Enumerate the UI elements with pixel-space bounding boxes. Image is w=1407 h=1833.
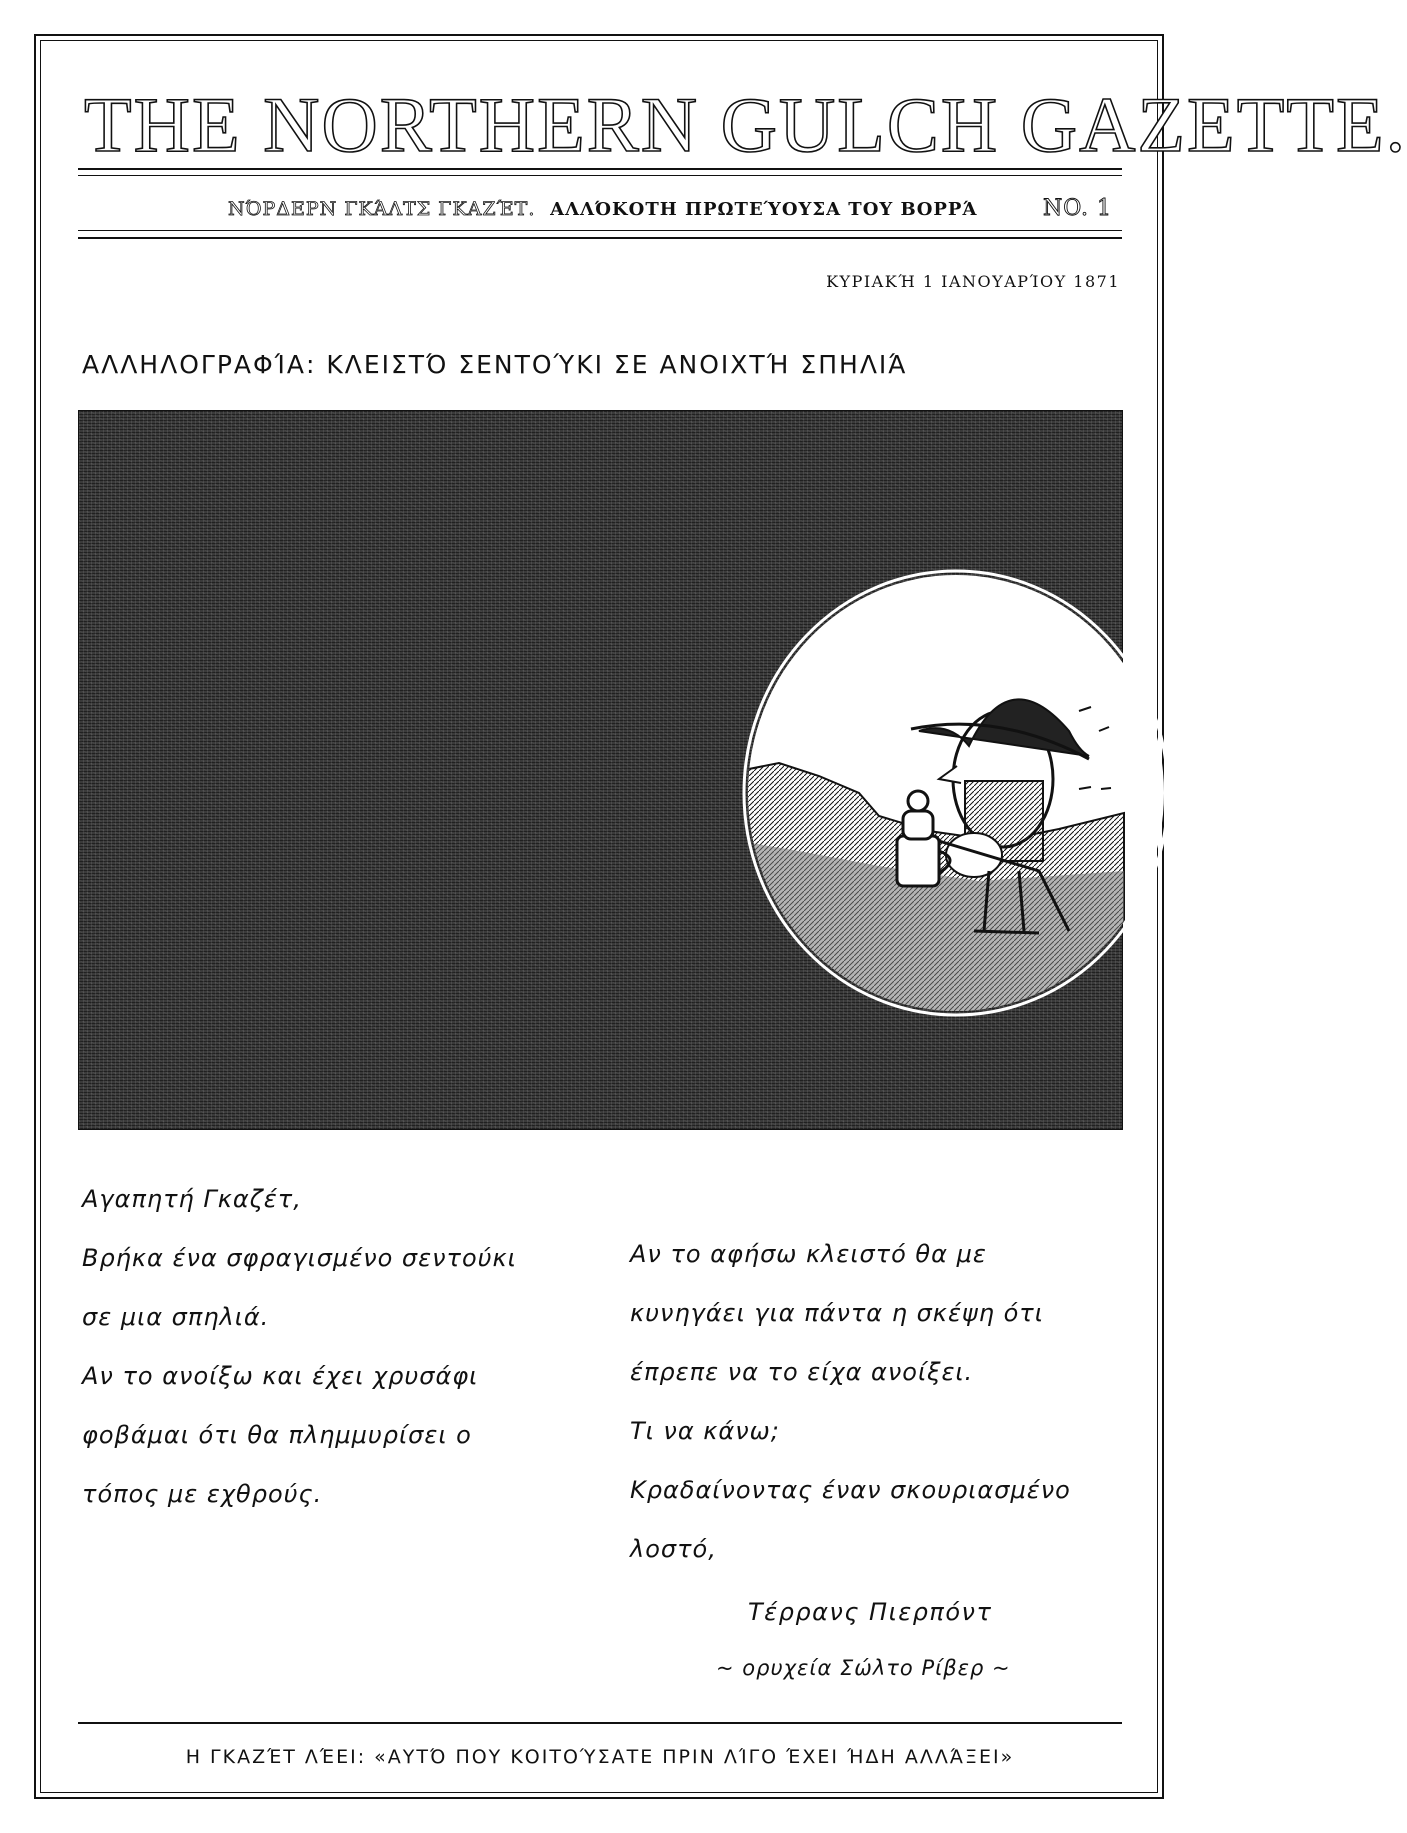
footer-quote: Η ΓΚΑΖΈΤ ΛΈΕΙ: «ΑΥΤΌ ΠΟΥ ΚΟΙΤΟΎΣΑΤΕ ΠΡΙΝ ΛΊΓΟ ΈΧΕΙ ΉΔΗ ΑΛΛΆΞΕΙ» (185, 1746, 1015, 1768)
letter-signature-place: ~ ορυχεία Σώλτο Ρίβερ ~ (716, 1656, 1011, 1680)
letter-line: Τι να κάνω; (630, 1417, 780, 1445)
letter-line: Αν το ανοίξω και έχει χρυσάφι (82, 1362, 479, 1390)
letter-line: φοβάμαι ότι θα πλημμυρίσει ο (82, 1421, 472, 1449)
issue-number: NO. 1 (1043, 196, 1112, 221)
article-headline: ΑΛΛΗΛΟΓΡΑΦΊΑ: ΚΛΕΙΣΤΌ ΣΕΝΤΟΎΚΙ ΣΕ ΑΝΟΙΧΤΉ ΣΠΗΛΙΆ (82, 350, 908, 379)
cave-illustration (78, 410, 1123, 1130)
paper-name-greek: ΝΌΡΔΕΡΝ ΓΚΆΛΤΣ ΓΚΑΖΈΤ. (228, 198, 536, 220)
subheader-rule-inner (78, 230, 1122, 231)
letter-line: Βρήκα ένα σφραγισμένο σεντούκι (82, 1244, 517, 1272)
subheader-rule-bottom (78, 237, 1122, 239)
letter-line: Αν το αφήσω κλειστό θα με (630, 1240, 987, 1268)
letter-line: έπρεπε να το είχα ανοίξει. (630, 1358, 974, 1386)
letter-line: Αγαπητή Γκαζέτ, (82, 1185, 302, 1213)
masthead-rule-top-inner (78, 175, 1122, 176)
footer-rule (78, 1722, 1122, 1724)
letter-signature: Τέρρανς Πιερπόντ (748, 1598, 993, 1626)
letter-line: τόπος με εχθρούς. (82, 1480, 323, 1508)
letter-right-column (630, 1225, 1130, 1579)
subheader-names (228, 198, 977, 220)
paper-motto: ΑΛΛΌΚΟΤΗ ΠΡΩΤΕΎΟΥΣΑ ΤΟΥ ΒΟΡΡΆ (550, 199, 978, 220)
cave-scene-drawing (79, 411, 1124, 1131)
subheader (78, 196, 1122, 224)
masthead-title: THE NORTHERN GULCH GAZETTE. (84, 81, 1407, 168)
masthead-rule-top (78, 168, 1122, 170)
letter-line: σε μια σπηλιά. (82, 1303, 270, 1331)
letter-line: λοστό, (630, 1535, 717, 1563)
letter-left-column (82, 1170, 582, 1524)
letter-line: Κραδαίνοντας έναν σκουριασμένο (630, 1476, 1071, 1504)
dateline: ΚΥΡΙΑΚΉ 1 ΙΑΝΟΥΑΡΊΟΥ 1871 (826, 272, 1120, 291)
letter-line: κυνηγάει για πάντα η σκέψη ότι (630, 1299, 1044, 1327)
